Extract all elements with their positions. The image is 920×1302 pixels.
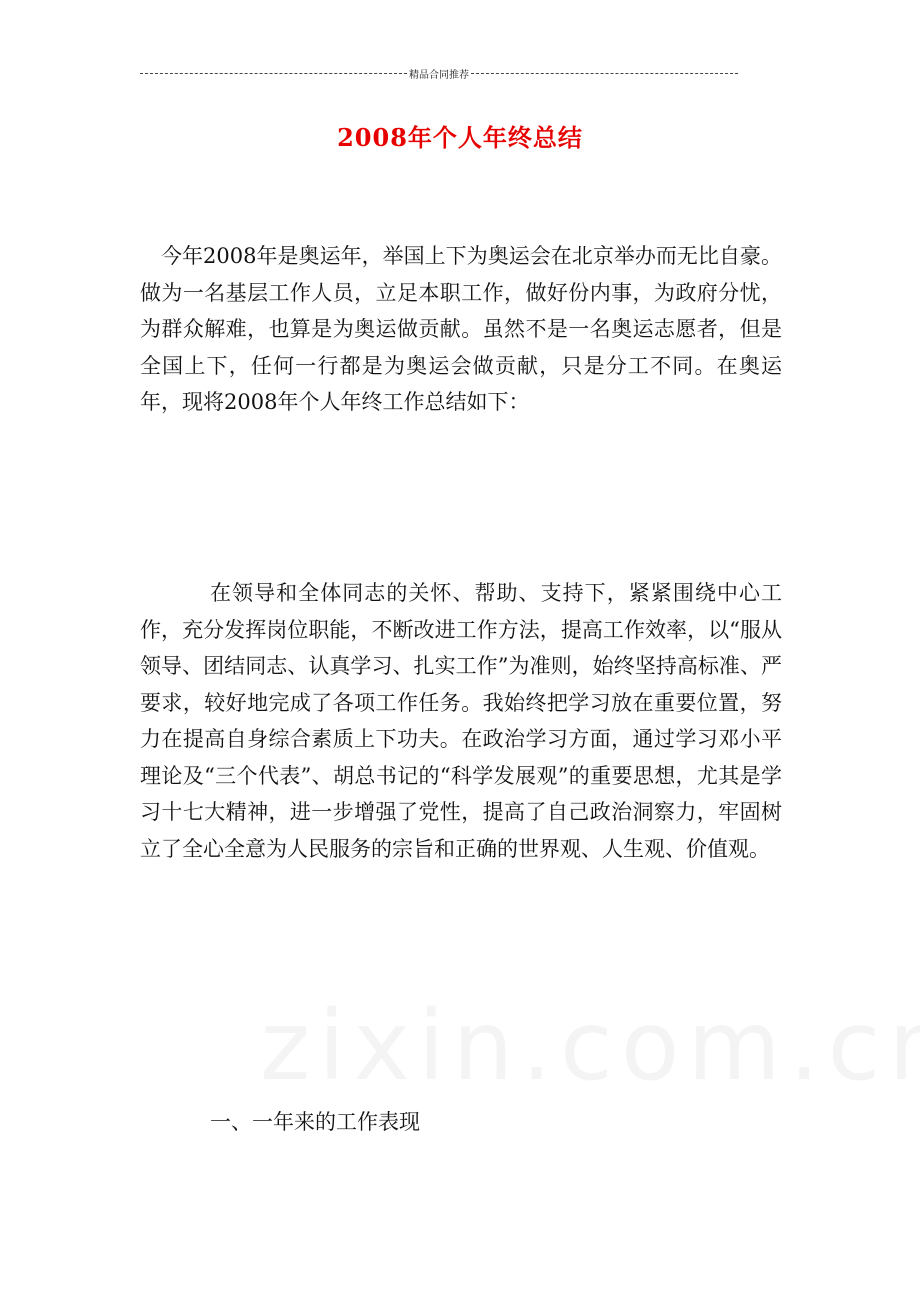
watermark: [260, 990, 920, 1102]
header-label: 精品合同推荐: [409, 70, 469, 81]
paragraph-intro: 今年2008年是奥运年，举国上下为奥运会在北京举办而无比自豪。做为一名基层工作人员，立足本职工作，做好份内事，为政府分忧，为群众解难，也算是为奥运做贡献。虽然不是一名奥运志愿者，但是全国上下，任何一行都是为奥运会做贡献，只是分工不同。在奥运年，现将2008年个人年终工作总结如下：: [140, 244, 782, 414]
paragraph-study: 在领导和全体同志的关怀、帮助、支持下，紧紧围绕中心工作，充分发挥岗位职能，不断改进工作方法，提高工作效率，以“服从领导、团结同志、认真学习、扎实工作”为准则，始终坚持高标准、严要求，较好地完成了各项工作任务。我始终把学习放在重要位置，努力在提高自身综合素质上下功夫。在政治学习方面，通过学习邓小平理论及“三个代表”、胡总书记的“科学发展观”的重要思想，尤其是学习十七大精神，进一步增强了党性，提高了自己政治洞察力，牢固树立了全心全意为人民服务的宗旨和正确的世界观、人生观、价值观。: [140, 581, 782, 861]
document-title: 2008年个人年终总结: [337, 123, 583, 152]
page-header: [140, 66, 738, 81]
header-dash-left: [140, 73, 407, 74]
header-dash-right: [471, 73, 738, 74]
section-heading: 一、一年来的工作表现: [210, 1110, 420, 1134]
